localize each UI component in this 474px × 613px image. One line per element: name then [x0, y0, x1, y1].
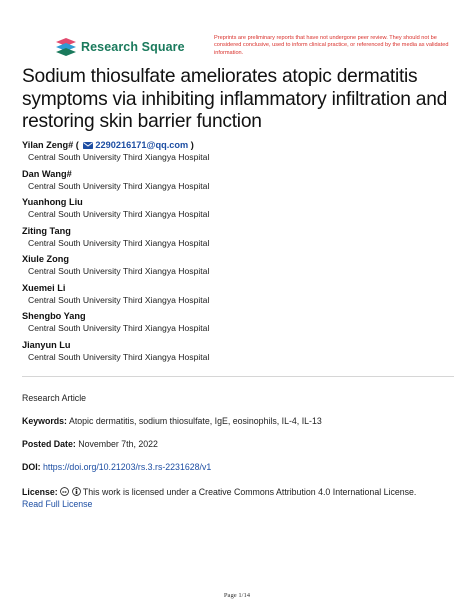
- research-square-logo[interactable]: [56, 38, 185, 56]
- author-entry: [22, 196, 452, 225]
- author-entry: [22, 253, 452, 282]
- author-entry: [22, 225, 452, 254]
- license-block: [22, 486, 462, 510]
- author-name: Ziting Tang: [22, 225, 71, 236]
- keywords-line: [22, 415, 462, 427]
- header: [0, 0, 474, 64]
- author-name: Xiule Zong: [22, 254, 69, 264]
- author-entry: [22, 139, 452, 168]
- doi-label: DOI:: [22, 462, 41, 472]
- envelope-icon: [83, 142, 93, 149]
- read-full-license-link[interactable]: Read Full License: [22, 499, 93, 509]
- author-email-link[interactable]: 2290216171@qq.com: [95, 140, 189, 150]
- posted-date-label: Posted Date:: [22, 439, 76, 449]
- preprint-disclaimer: Preprints are preliminary reports that have not undergone peer review. They should not be considered conclusive, used to inform clinical practice, or referenced by the media as validated information.: [214, 35, 449, 56]
- author-entry: [22, 282, 452, 311]
- posted-date-line: [22, 438, 462, 450]
- paper-title: Sodium thiosulfate ameliorates atopic dermatitis symptoms via inhibiting inflammatory infiltration and restoring skin barrier function: [22, 66, 448, 132]
- author-affiliation: Central South University Third Xiangya Hospital: [28, 294, 210, 305]
- author-affiliation: Central South University Third Xiangya Hospital: [28, 180, 210, 191]
- svg-text:cc: cc: [62, 489, 67, 494]
- logo-text: Research Square: [81, 40, 185, 54]
- keywords-value: Atopic dermatitis, sodium thiosulfate, IgE, eosinophils, IL-4, IL-13: [68, 416, 322, 426]
- author-name: Shengbo Yang: [22, 311, 86, 321]
- section-divider: [22, 376, 454, 377]
- doi-link[interactable]: https://doi.org/10.21203/rs.3.rs-2231628/v1: [43, 462, 212, 472]
- page-number: Page 1/14: [223, 592, 251, 599]
- author-entry: [22, 339, 452, 368]
- author-name: Jianyun Lu: [22, 339, 71, 350]
- attribution-icon: [72, 487, 81, 496]
- author-affiliation: Central South University Third Xiangya Hospital: [28, 209, 210, 219]
- doi-line: [22, 461, 462, 473]
- creative-commons-icon: [60, 487, 69, 496]
- license-text: This work is licensed under a Creative Commons Attribution 4.0 International License.: [82, 487, 417, 497]
- author-name: Dan Wang#: [22, 168, 72, 179]
- author-affiliation: Central South University Third Xiangya Hospital: [28, 237, 210, 248]
- author-affiliation: Central South University Third Xiangya Hospital: [28, 323, 210, 333]
- posted-date-value: November 7th, 2022: [78, 439, 158, 449]
- author-affiliation: Central South University Third Xiangya Hospital: [28, 266, 210, 276]
- author-list: [22, 139, 452, 367]
- author-name: Yilan Zeng#: [22, 140, 74, 150]
- author-name: Yuanhong Liu: [22, 197, 83, 207]
- author-affiliation: Central South University Third Xiangya Hospital: [28, 152, 210, 162]
- keywords-label: Keywords:: [22, 416, 67, 426]
- author-name: Xuemei Li: [22, 282, 66, 293]
- author-email-group: ( 2290216171@qq.com ): [75, 140, 194, 150]
- article-type: Research Article: [22, 393, 87, 403]
- research-square-logo-icon: [56, 38, 76, 56]
- author-entry: [22, 168, 452, 197]
- author-affiliation: Central South University Third Xiangya Hospital: [28, 351, 210, 362]
- license-label: License:: [22, 487, 58, 497]
- author-entry: [22, 310, 452, 339]
